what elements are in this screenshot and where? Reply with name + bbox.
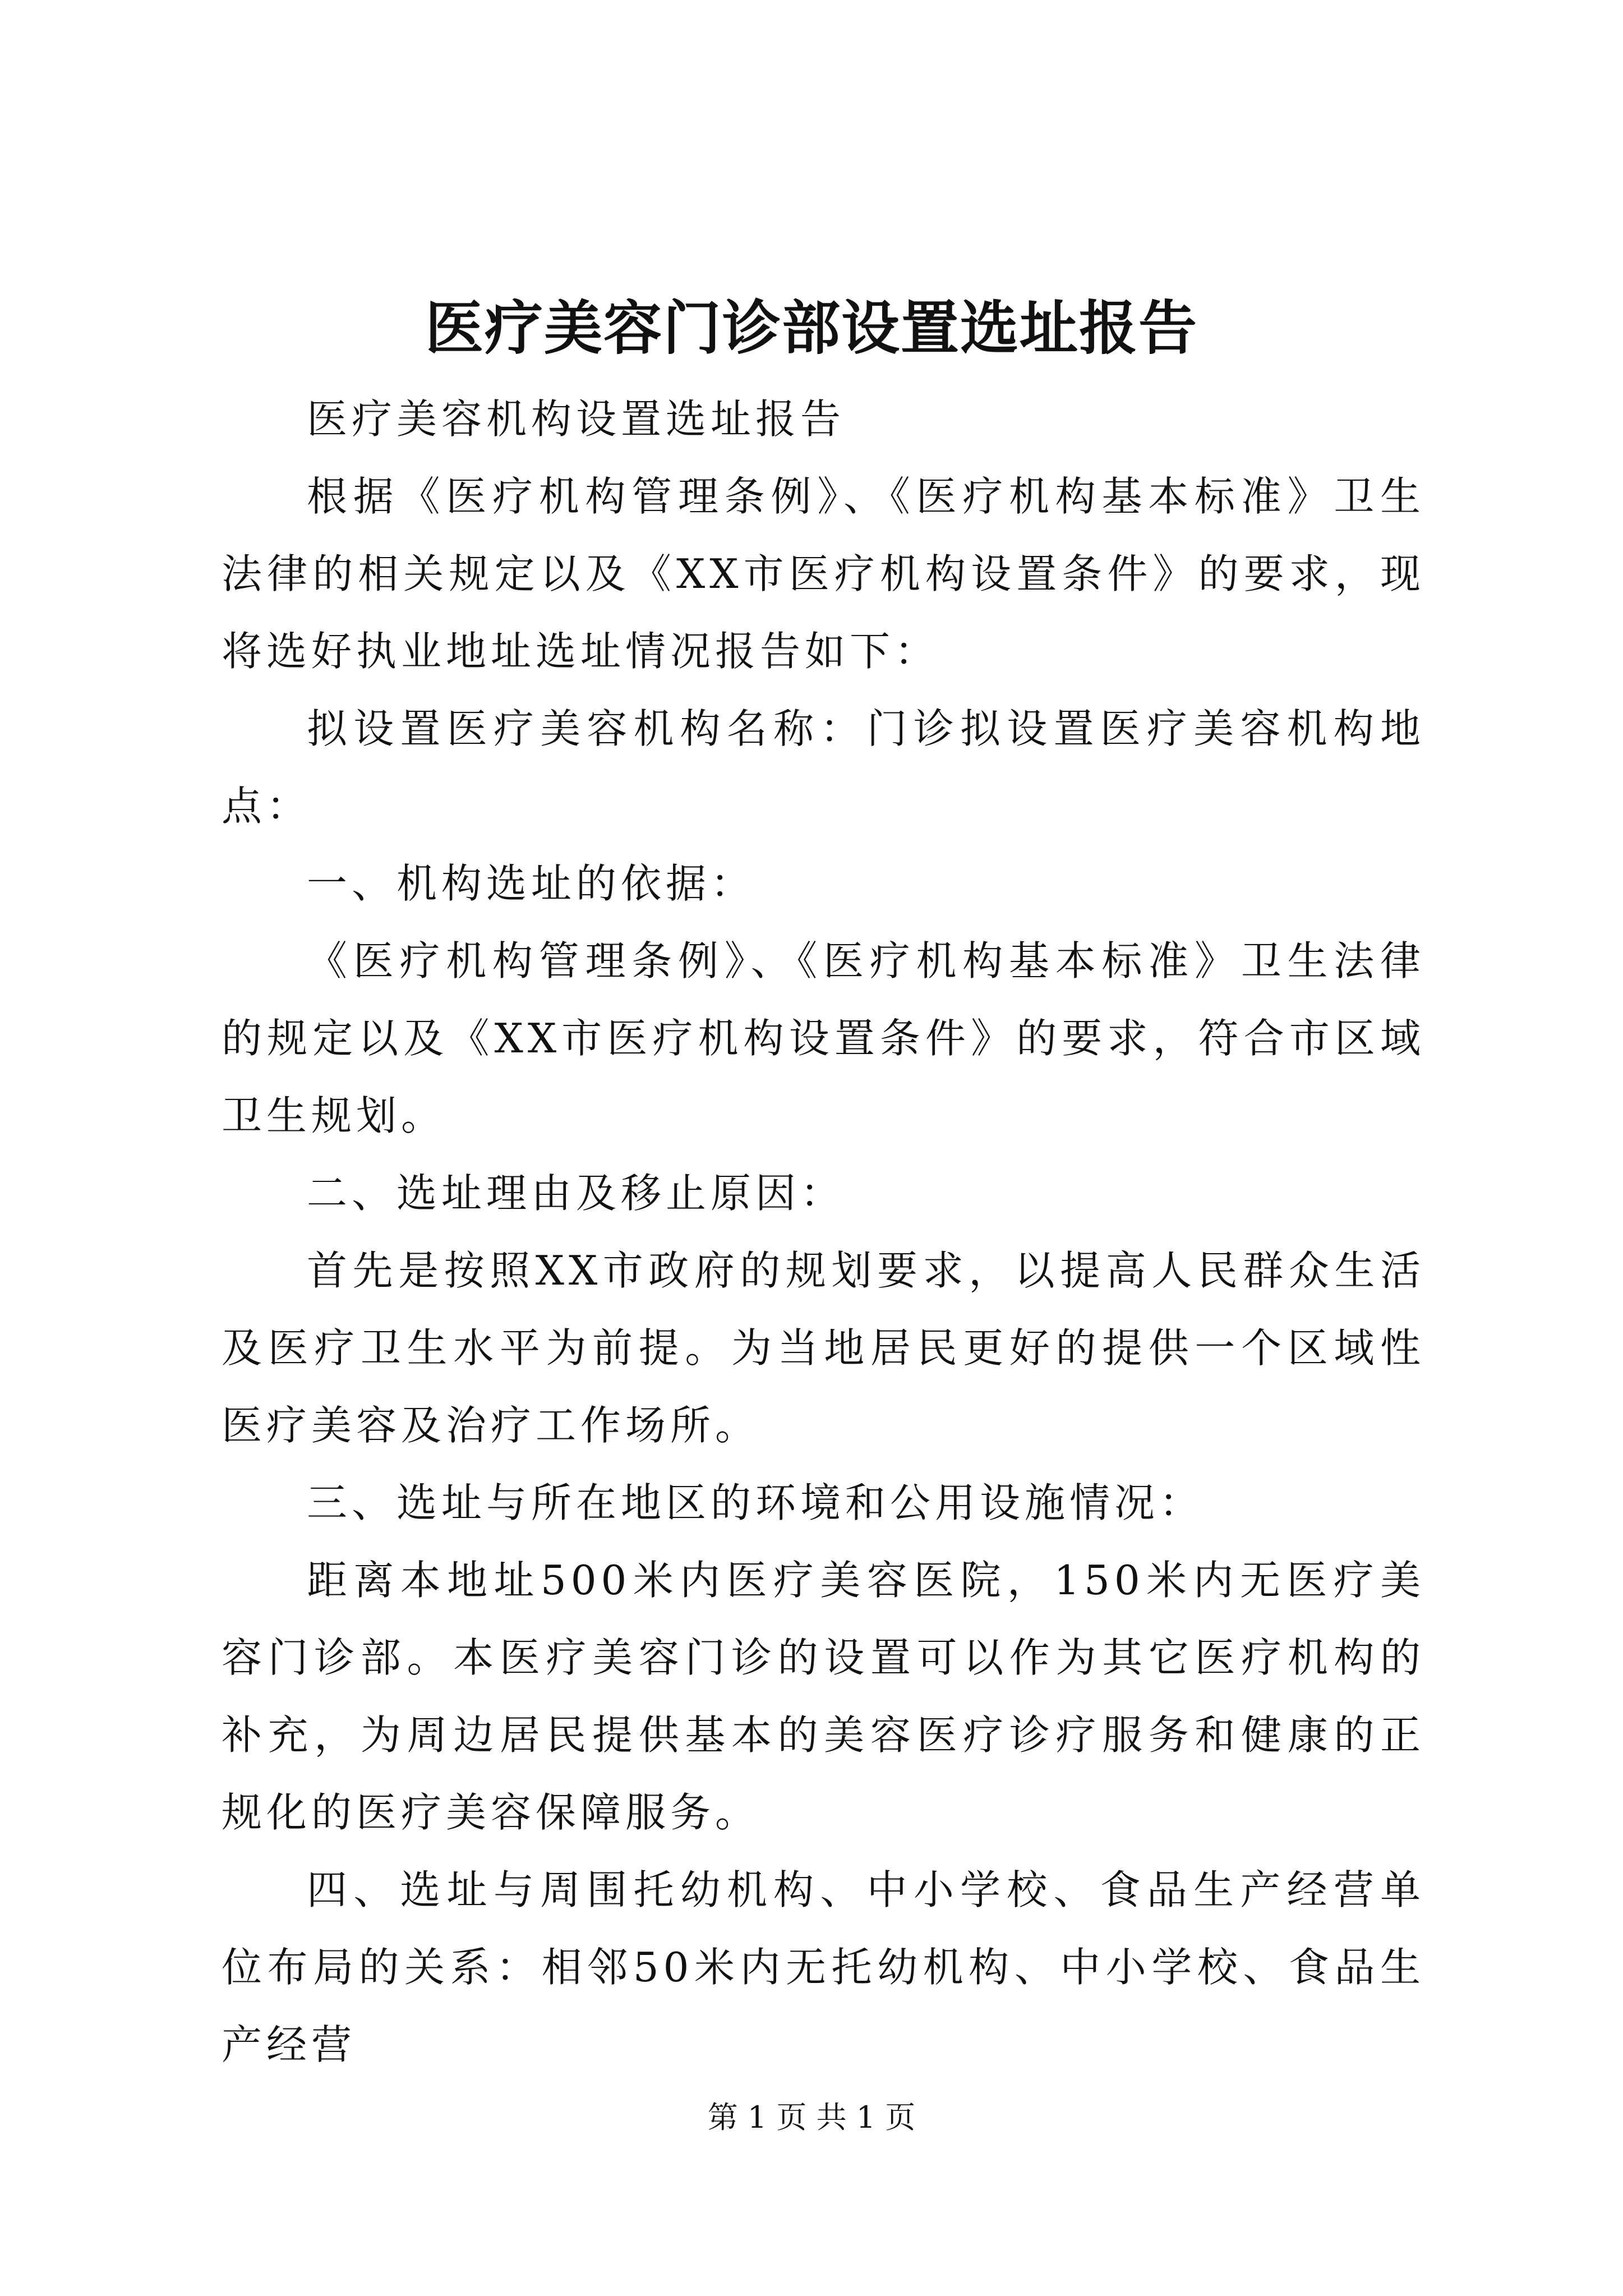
- paragraph-1: 医疗美容机构设置选址报告: [307, 395, 846, 443]
- section-heading-3: 三、选址与所在地区的环境和公用设施情况：: [307, 1479, 1205, 1526]
- paragraph-3: 拟设置医疗美容机构名称：门诊拟设置医疗美容机构地点：: [222, 705, 1425, 830]
- section-heading-2: 二、选址理由及移止原因：: [307, 1170, 846, 1217]
- section-heading-1: 一、机构选址的依据：: [307, 860, 756, 907]
- document-body: [222, 380, 1425, 2083]
- document-title: 医疗美容门诊部设置选址报告: [425, 293, 1198, 362]
- paragraph-7: 首先是按照XX市政府的规划要求，以提高人民群众生活及医疗卫生水平为前提。为当地居民更好的提供一个区域性医疗美容及治疗工作场所。: [222, 1247, 1425, 1449]
- paragraph-9: 距离本地址500米内医疗美容医院，150米内无医疗美容门诊部。本医疗美容门诊的设置可以作为其它医疗机构的补充，为周边居民提供基本的美容医疗诊疗服务和健康的正规化的医疗美容保障服务。: [222, 1557, 1425, 1836]
- page-footer: 第 1 页 共 1 页: [707, 2100, 916, 2135]
- paragraph-2: 根据《医疗机构管理条例》、《医疗机构基本标准》卫生法律的相关规定以及《XX市医疗机构设置条件》的要求，现将选好执业地址选址情况报告如下：: [222, 473, 1425, 675]
- paragraph-10: 四、选址与周围托幼机构、中小学校、食品生产经营单位布局的关系：相邻50米内无托幼机构、中小学校、食品生产经营: [222, 1866, 1425, 2068]
- paragraph-5: 《医疗机构管理条例》、《医疗机构基本标准》卫生法律的规定以及《XX市医疗机构设置条件》的要求，符合市区域卫生规划。: [222, 937, 1425, 1139]
